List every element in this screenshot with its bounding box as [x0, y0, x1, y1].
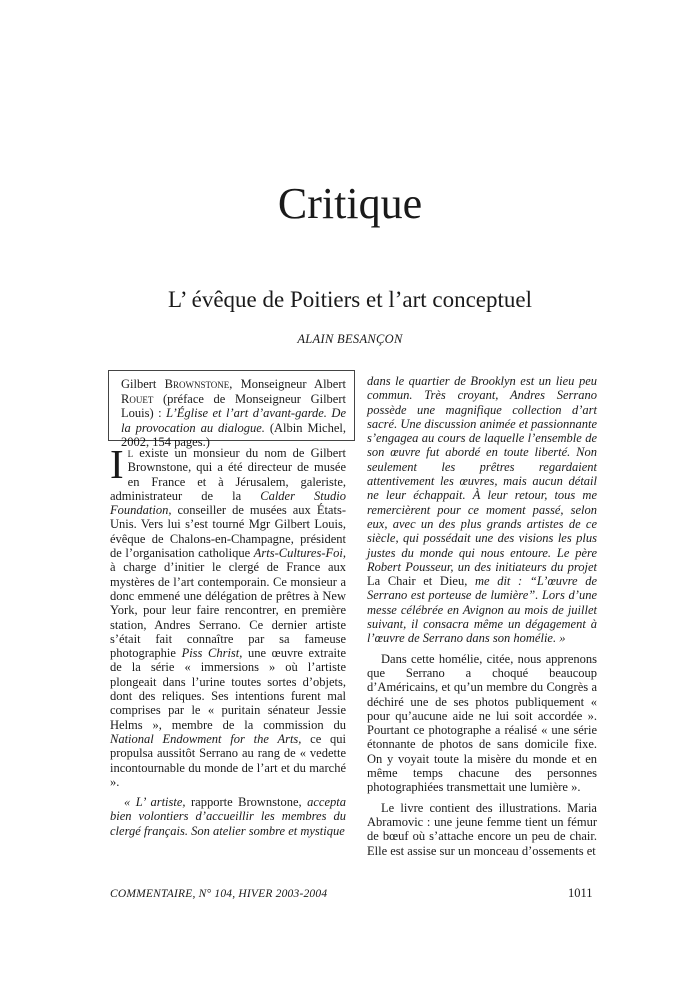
ref-mid1: , Monseigneur Albert [229, 377, 346, 391]
ref-second-last: Rouet [121, 391, 154, 406]
italic-run: Arts-Cultures-Foi, [253, 546, 346, 561]
text-run: une œuvre extraite de la série « immersions » où l’artiste plongeait dans l’urine toutes sortes d’objets, dont des reliques. Ses intentions furent mal comprises par le « puritain sénateur Jessie Helms », membre de la commission du [110, 646, 346, 732]
author-name: ALAIN BESANÇON [297, 332, 403, 346]
ref-publication: (Albin Michel, 2002, 154 pages.) [121, 420, 346, 450]
drop-cap: I [110, 441, 124, 487]
book-reference-box [108, 370, 355, 450]
text-run: La Chair et Dieu, [367, 574, 468, 589]
text-run: existe un monsieur du nom de Gilbert Brownstone, qui a été directeur de musée en France et à Jérusalem, galeriste, administrateur de la [110, 446, 346, 503]
left-paragraph-2 [110, 795, 346, 838]
italic-run: dans le quartier de Brooklyn est un lieu peu commun. Très croyant, Andres Serrano possède une magnifique collection d’art sacré. Une discussion animée et passionnante s’engagea au cours de laquelle l’ensemble de son œuvre fut abordé en toute liberté. Non seulement les prêtres regardaient attentivement les œuvres, mais aucun détail ne leur échappait. À leur retour, tous me remercièrent pour ce moment passé, selon eux, avec un des plus grands artistes de ce siècle, qui possédait une des visions les plus justes du monde qui nous entoure. Le père Robert Pousseur, un des initiateurs du projet [367, 374, 597, 574]
italic-run: L’ artiste, [135, 795, 186, 810]
text-run: conseiller de musées aux États-Unis. Vers lui s’est tourné Mgr Gilbert Louis, évêque de Chalons-en-Champagne, président de l’organisation catholique [110, 503, 346, 561]
right-paragraph-1 [367, 374, 597, 646]
article-title: L’ évêque de Poitiers et l’art conceptuel [167, 287, 533, 312]
text-run: « [124, 795, 136, 810]
right-column [367, 374, 597, 858]
italic-run: National Endowment for the Arts, [110, 731, 302, 746]
section-title: Critique [277, 179, 423, 228]
italic-run: accepta bien volontiers d’accueillir les membres du clergé français. Son atelier sombre et mystique [110, 795, 346, 838]
text-run: à charge d’initier le clergé de France aux mystères de l’art contemporain. Ce monsieur a donc emmené une délégation de prêtres à New York, pour leur faire rencontrer, en première station, Andres Serrano. Ce dernier artiste s’était fait connaître par sa fameuse photographie [110, 560, 346, 661]
text-run: ce qui propulsa aussitôt Serrano au rang de « vedette incontournable du monde de l’art et du marché ». [110, 731, 346, 789]
italic-run: me dit : “L’œuvre de Serrano est porteuse de lumière”. Lors d’une messe célébrée en Avignon au mois de juillet suivant, il consacra même un dégagement à l’œuvre de Serrano dans son homélie. » [367, 574, 597, 646]
right-paragraph-2: Dans cette homélie, citée, nous apprenons que Serrano a choqué beaucoup d’Américains, et qu’un membre du Congrès a déchiré une de ses photos publiquement « pour qu’aucune aide ne lui soit accordée ». Pourtant ce photographe a réalisé « une série étonnante de photos de sans domicile fixe. On y voyait toute la misère du monde et en même temps chacune des personnes photographiées transmettait une lumière ». [367, 651, 597, 795]
text-run: rapporte Brownstone, [185, 795, 308, 810]
page-number: 1011 [568, 886, 593, 900]
ref-book-title: L’Église et l’art d’avant-garde. De la provocation au dialogue. [121, 406, 346, 435]
footer-journal: COMMENTAIRE, N° 104, HIVER 2003-2004 [110, 888, 328, 900]
italic-run: Piss Christ, [181, 646, 243, 661]
first-word: l [127, 446, 134, 460]
right-paragraph-3: Le livre contient des illustrations. Maria Abramovic : une jeune femme tient un fémur de bœuf où s’attache encore un peu de chair. Elle est assise sur un monceau d’ossements et [367, 800, 597, 858]
ref-author-first: Gilbert [121, 377, 165, 391]
ref-author-last: Brownstone [164, 377, 230, 391]
italic-run: Calder Studio Foundation, [110, 488, 346, 518]
left-column [110, 441, 346, 838]
left-paragraph-1 [110, 441, 346, 789]
ref-mid2: (préface de Monseigneur Gilbert Louis) : [121, 391, 346, 421]
